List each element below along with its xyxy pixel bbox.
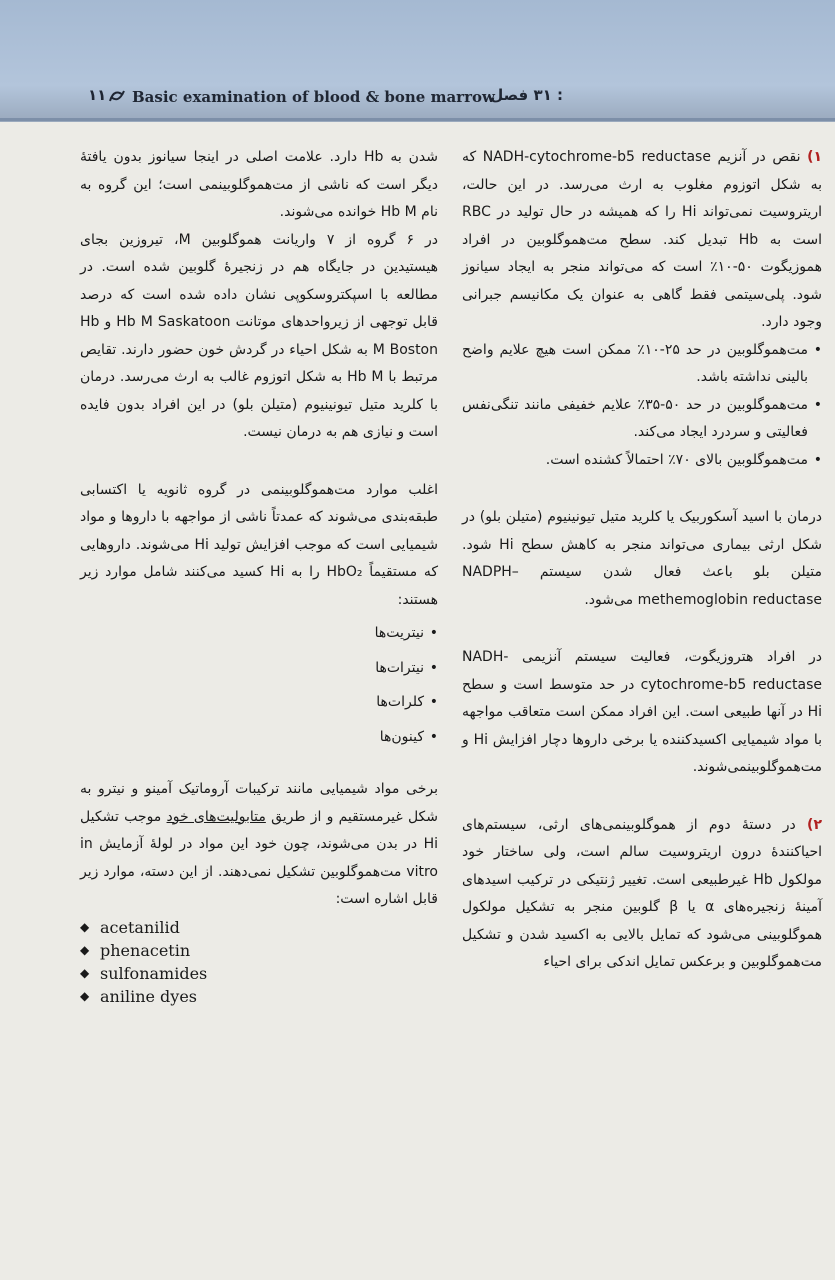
- paragraph: شدن به Hb دارد. علامت اصلی در اینجا سیانوز بدون یافتهٔ دیگر است که ناشی از مت‌هموگلوبینمی است؛ این گروه به نام Hb M خوانده می‌شوند.: [80, 149, 438, 220]
- item-number: ۱): [807, 149, 823, 165]
- list-item: • کلرات‌ها: [80, 689, 438, 717]
- paragraph-text: برخی مواد شیمیایی مانند ترکیبات آروماتیک آمینو و نیترو به شکل غیرمستقیم و از طریق: [80, 781, 439, 825]
- running-title: Basic examination of blood & bone marrow: [132, 88, 495, 106]
- bullet-list: [462, 337, 822, 475]
- list-item: • نیترات‌ها: [80, 655, 438, 683]
- underlined-text: متابولیت‌های خود: [166, 808, 266, 825]
- item-number: ۲): [807, 816, 822, 833]
- left-column: [80, 130, 438, 1008]
- list-item: ◆ phenacetin: [80, 939, 438, 962]
- list-item: • مت‌هموگلوبین بالای ۷۰٪ احتمالاً کشنده است.: [462, 447, 822, 475]
- list-item: • نیتریت‌ها: [80, 620, 438, 648]
- paragraph: در ۶ گروه از ۷ واریانت هموگلوبین M، تیروزین بجای هیستیدین در جایگاه هم در زنجیرهٔ گلوبین شده است. در مطالعه با اسپکتروسکوپی نشان داده شده است که درصد قابل توجهی از زیرواحدهای موتانت Hb M Saskatoon و Hb M Boston به شکل احیاء در گردش خون حضور دارند. تقایص مرتبط با Hb M به شکل اتوزوم غالب به ارث می‌رسد. درمان با کلرید متیل تیونینیوم (متیلن بلو) در این افراد بدون فایده است و نیازی هم به درمان نیست.: [80, 231, 438, 440]
- book-logo-icon: [108, 87, 126, 105]
- list-item: ◆ acetanilid: [80, 916, 438, 939]
- paragraph-text: در دستهٔ دوم از هموگلوبینمی‌های ارثی، سیستم‌های احیاکنندهٔ درون اریتروسیت سالم است، ولی ساختار خود مولکول Hb غیرطبیعی است. تغییر ژنتیکی در ترکیب اسیدهای آمینهٔ زنجیره‌های α یا β گلوبین منجر به تشکیل مولکول هموگلوبینی می‌شود که تمایل بالایی به اکسید شدن و تشکیل مت‌هموگلوبین و برعکس تمایل اندکی برای احیاء: [462, 816, 823, 970]
- paragraph: [80, 776, 438, 914]
- page-number: ۱۱: [88, 86, 107, 104]
- bullet-list: [80, 620, 438, 751]
- chapter-label: : ۳۱ فصل: [490, 86, 563, 104]
- paragraph: [462, 812, 822, 977]
- drug-list: [80, 916, 438, 1008]
- list-item: • مت‌هموگلوبین در حد ۲۵-۱۰٪ ممکن است هیچ علایم واضح بالینی نداشته باشد.: [462, 337, 822, 392]
- paragraph: درمان با اسید آسکوربیک یا کلرید متیل تیونینیوم (متیلن بلو) در شکل ارثی بیماری می‌تواند منجر به کاهش سطح Hi شود. متیلن بلو باعث فعال شدن سیستم NADPH–methemoglobin reductase می‌شود.: [462, 509, 822, 608]
- list-item: • مت‌هموگلوبین در حد ۵۰-۳۵٪ علایم خفیفی مانند تنگی‌نفس فعالیتی و سردرد ایجاد می‌کند.: [462, 392, 822, 447]
- list-item: ◆ sulfonamides: [80, 962, 438, 985]
- paragraph-text: موجب تشکیل Hi در بدن می‌شوند، چون خود این مواد در لولهٔ آزمایش in vitro مت‌هموگلوبین تشکیل نمی‌دهند. از این دسته، موارد زیر قابل اشاره است:: [80, 808, 438, 907]
- list-item: ◆ aniline dyes: [80, 985, 438, 1008]
- paragraph: در افراد هتروزیگوت، فعالیت سیستم آنزیمی NADH-cytochrome-b5 reductase در حد متوسط است و سطح Hi در آنها طبیعی است. این افراد ممکن است متعاقب مواجهه با مواد شیمیایی اکسیدکننده یا برخی داروها دچار افزایش Hi و مت‌هموگلوبینمی‌شوند.: [462, 649, 822, 775]
- list-item: • کینون‌ها: [80, 724, 438, 752]
- paragraph: [462, 144, 822, 337]
- paragraph-text: نقص در آنزیم NADH-cytochrome-b5 reductase که به شکل اتوزوم مغلوب به ارث می‌رسد. در این حالت، اریتروسیت نمی‌تواند Hi را که همیشه در حال تولید در RBC است به Hb تبدیل کند. سطح مت‌هموگلوبین در افراد هموزیگوت ۵۰-۱۰٪ است که می‌تواند منجر به ایجاد سیانوز شود. پلی‌سیتمی فقط گاهی به عنوان یک مکانیسم جبرانی وجود دارد.: [462, 149, 822, 330]
- header-rule: [0, 118, 835, 121]
- paragraph: اغلب موارد مت‌هموگلوبینمی در گروه ثانویه یا اکتسابی طبقه‌بندی می‌شوند که عمدتاً ناشی از مواجهه با داروها و مواد شیمیایی است که موجب افزایش تولید Hi می‌شوند. داروهایی که مستقیماً HbO₂ را به Hi کسید می‌کنند شامل موارد زیر هستند:: [80, 481, 438, 608]
- right-column: [462, 130, 822, 977]
